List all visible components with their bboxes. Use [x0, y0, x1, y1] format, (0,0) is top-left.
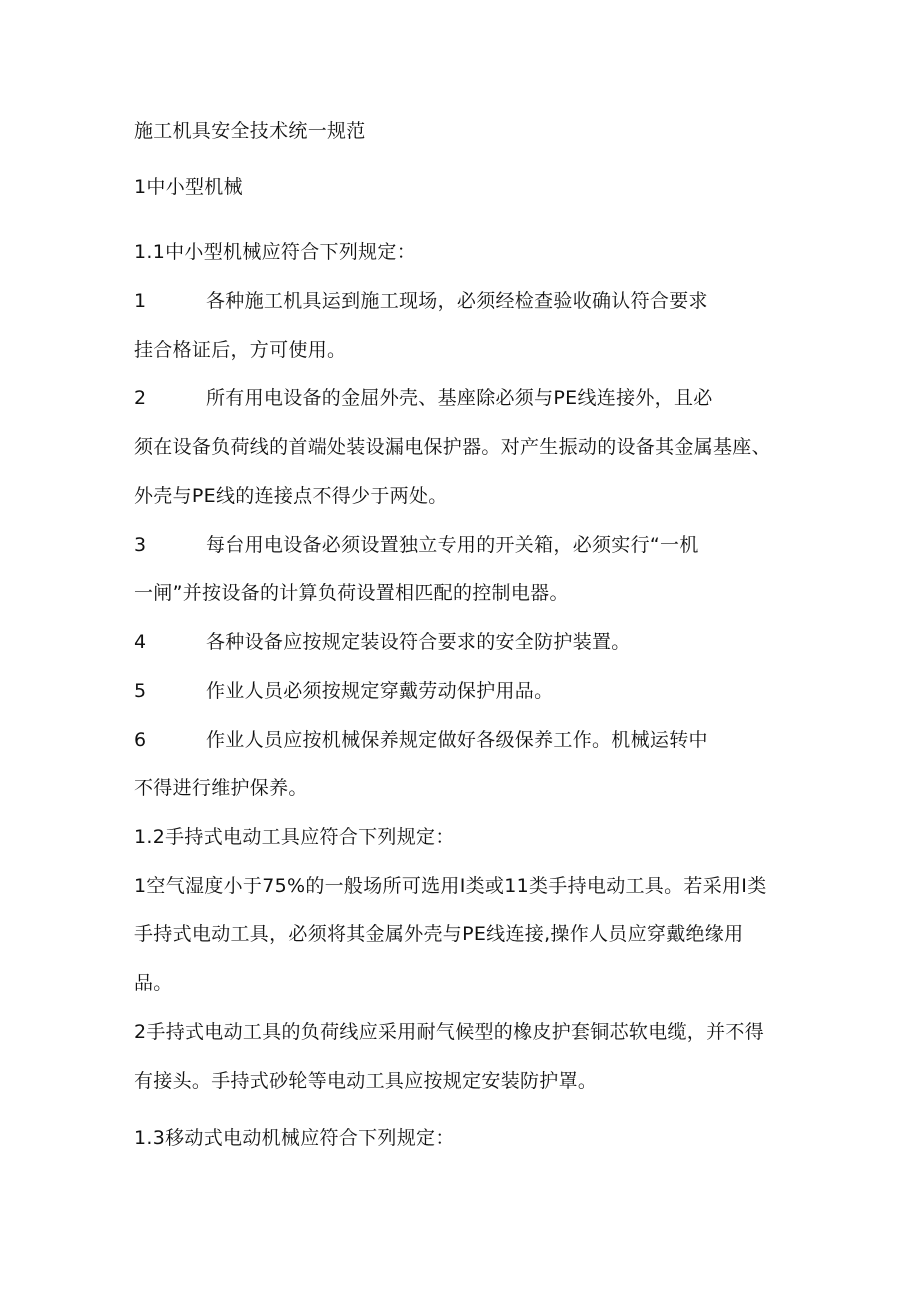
item-text-continued: 外壳与PE线的连接点不得少于两处。 [134, 485, 448, 507]
paragraph-line: 2手持式电动工具的负荷线应采用耐气候型的橡皮护套铜芯软电缆，并不得 [134, 1021, 764, 1043]
subsection-heading: 1.3移动式电动机械应符合下列规定： [134, 1127, 455, 1149]
document-title: 施工机具安全技术统一规范 [134, 120, 366, 142]
subsection-heading: 1.1中小型机械应符合下列规定： [134, 241, 417, 263]
item-text: 作业人员必须按规定穿戴劳动保护用品。 [206, 680, 554, 702]
paragraph-line: 有接头。手持式砂轮等电动工具应按规定安装防护罩。 [134, 1070, 598, 1092]
paragraph-line: 品。 [134, 972, 173, 994]
item-text: 各种设备应按规定装设符合要求的安全防护装置。 [206, 631, 631, 653]
list-item [134, 385, 713, 411]
item-number: 3 [134, 534, 147, 556]
item-number: 2 [134, 387, 147, 409]
item-text: 所有用电设备的金屈外壳、基座除必须与PE线连接外，且必 [206, 387, 713, 409]
item-text: 作业人员应按机械保养规定做好各级保养工作。机械运转中 [206, 729, 708, 751]
item-text: 每台用电设备必须设置独立专用的开关箱，必须实行“一机 [206, 534, 699, 556]
list-item [134, 532, 699, 558]
item-text-continued: 挂合格证后，方可使用。 [134, 339, 347, 361]
list-item [134, 288, 708, 314]
section-heading: 1中小型机械 [134, 176, 243, 198]
item-text: 各种施工机具运到施工现场，必须经检查验收确认符合要求 [206, 290, 708, 312]
paragraph-line: 1空气湿度小于75%的一般场所可选用I类或11类手持电动工具。若采用I类 [134, 875, 767, 897]
list-item [134, 629, 631, 655]
item-number: 1 [134, 290, 147, 312]
item-text-continued: 一闸”并按设备的计算负荷设置相匹配的控制电器。 [134, 582, 569, 604]
subsection-heading: 1.2手持式电动工具应符合下列规定： [134, 826, 455, 848]
list-item [134, 727, 708, 753]
item-number: 6 [134, 729, 147, 751]
item-number: 5 [134, 680, 147, 702]
item-text-continued: 不得进行维护保养。 [134, 777, 308, 799]
item-number: 4 [134, 631, 147, 653]
list-item [134, 678, 553, 704]
paragraph-line: 手持式电动工具，必须将其金属外壳与PE线连接,操作人员应穿戴绝缘用 [134, 923, 744, 945]
item-text-continued: 须在设备负荷线的首端处装设漏电保护器。对产生振动的设备其金属基座、 [134, 436, 771, 458]
